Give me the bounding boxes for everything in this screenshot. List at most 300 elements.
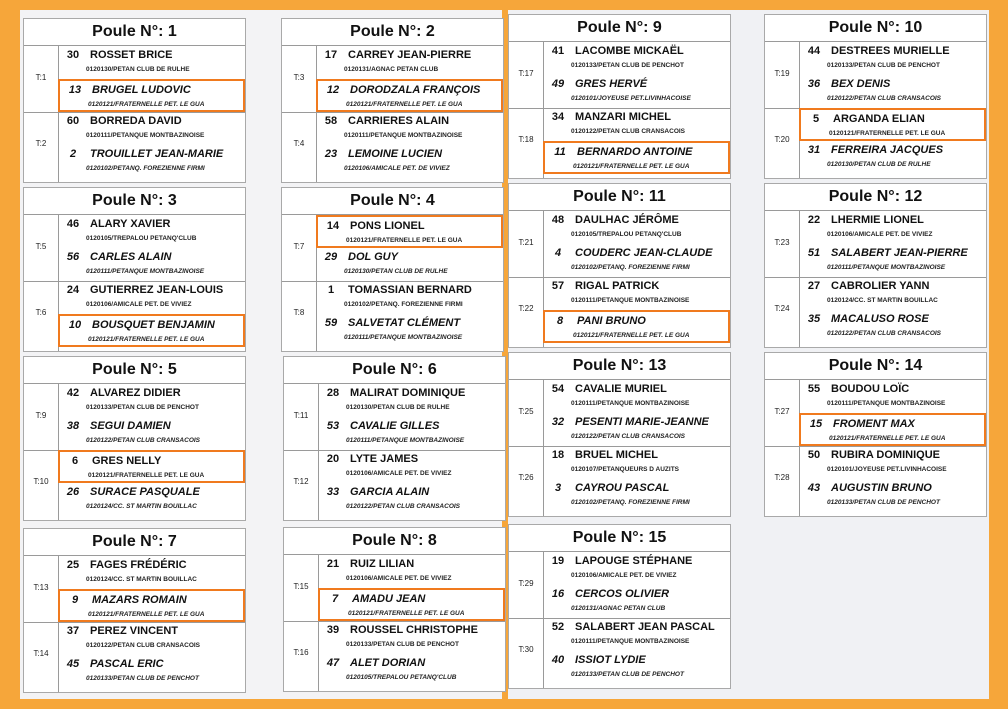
player-name: ARGANDA ELIAN (833, 113, 925, 125)
player-name: CERCOS OLIVIER (575, 588, 670, 600)
player-name: RUIZ LILIAN (350, 558, 415, 570)
player-club: 0120121/FRATERNELLE PET. LE GUA (573, 163, 690, 170)
player-number: 15 (809, 418, 823, 430)
poule-table (509, 551, 730, 688)
table-column (509, 211, 544, 347)
player-number: 6 (71, 455, 79, 467)
player-number: 46 (66, 218, 80, 230)
poule-title: Poule N°: 15 (572, 529, 667, 546)
player-row (316, 248, 503, 281)
player-row (316, 314, 503, 347)
player-number: 27 (807, 280, 821, 292)
player-row (799, 42, 986, 75)
table-column (24, 384, 59, 520)
player-name: DAULHAC JÉRÔME (575, 214, 679, 226)
poule-table (509, 41, 730, 178)
table-number: T:19 (774, 69, 790, 78)
player-name: GRES NELLY (92, 455, 162, 467)
player-row (316, 281, 503, 314)
player-club: 0120105/TREPALOU PETANQ'CLUB (571, 231, 682, 238)
player-row (543, 585, 730, 618)
player-club: 0120133/PETAN CLUB DE PENCHOT (86, 404, 199, 411)
poule-table (765, 210, 986, 347)
table-number: T:11 (293, 411, 309, 420)
player-name: CAVALIE GILLES (350, 420, 440, 432)
player-row (799, 380, 986, 413)
player-row-highlighted (543, 141, 730, 174)
player-club: 0120111/PETANQUE MONTBAZINOISE (346, 437, 465, 444)
player-name: ALET DORIAN (350, 657, 426, 669)
poule-title: Poule N°: 7 (92, 533, 177, 550)
player-number: 36 (807, 78, 821, 90)
player-club: 0120101/JOYEUSE PET.LIVINHACOISE (571, 95, 691, 102)
player-name: CARREY JEAN-PIERRE (348, 49, 472, 61)
player-name: LACOMBE MICKAËL (575, 45, 684, 57)
player-club: 0120107/PETANQUEURS D AUZITS (571, 466, 680, 473)
player-number: 55 (807, 383, 821, 395)
player-row (543, 75, 730, 108)
player-name: PEREZ VINCENT (90, 625, 179, 637)
player-row-highlighted (58, 314, 245, 347)
table-number: T:22 (518, 304, 534, 313)
player-name: PASCAL ERIC (90, 658, 164, 670)
player-row-highlighted (799, 108, 986, 141)
player-club: 0120121/FRATERNELLE PET. LE GUA (88, 336, 205, 343)
player-name: DESTREES MURIELLE (831, 45, 950, 57)
table-number: T:24 (774, 304, 790, 313)
player-name: DOL GUY (348, 251, 398, 263)
player-row (543, 244, 730, 277)
player-row (58, 248, 245, 281)
table-number: T:3 (293, 73, 305, 82)
player-club: 0120130/PETAN CLUB DE RULHE (344, 268, 448, 275)
poule-card (764, 14, 987, 179)
player-name: SALABERT JEAN PASCAL (575, 621, 715, 633)
player-club: 0120121/FRATERNELLE PET. LE GUA (346, 237, 463, 244)
player-club: 0120121/FRATERNELLE PET. LE GUA (88, 611, 205, 618)
player-club: 0120106/AMICALE PET. DE VIVIEZ (346, 575, 452, 582)
player-row (543, 277, 730, 310)
table-column (509, 380, 544, 516)
player-number: 60 (66, 115, 80, 127)
table-column (24, 556, 59, 692)
player-row (58, 46, 245, 79)
player-number: 21 (326, 558, 340, 570)
player-name: MACALUSO ROSE (831, 313, 929, 325)
table-number: T:27 (774, 407, 790, 416)
player-row (58, 556, 245, 589)
table-number: T:8 (293, 308, 305, 317)
poule-title: Poule N°: 4 (350, 192, 435, 209)
player-club: 0120130/PETAN CLUB DE RULHE (86, 66, 190, 73)
player-row (543, 479, 730, 512)
poule-title: Poule N°: 3 (92, 192, 177, 209)
player-row (58, 281, 245, 314)
player-club: 0120122/PETAN CLUB CRANSACOIS (86, 642, 201, 649)
player-club: 0120111/PETANQUE MONTBAZINOISE (827, 264, 946, 271)
player-name: LYTE JAMES (350, 453, 419, 465)
poule-card (508, 14, 731, 179)
player-row (318, 384, 505, 417)
player-number: 44 (807, 45, 821, 57)
player-row (799, 75, 986, 108)
player-name: DORODZALA FRANÇOIS (350, 84, 481, 96)
poule-table (509, 210, 730, 347)
poule-table (24, 383, 245, 520)
player-name: SEGUI DAMIEN (90, 420, 171, 432)
player-name: ROUSSEL CHRISTOPHE (350, 624, 478, 636)
player-number: 51 (807, 247, 821, 259)
player-number: 29 (324, 251, 338, 263)
poule-title: Poule N°: 14 (828, 357, 923, 374)
table-number: T:29 (518, 579, 534, 588)
player-name: SALABERT JEAN-PIERRE (831, 247, 968, 259)
player-name: CABROLIER YANN (831, 280, 930, 292)
player-row (799, 446, 986, 479)
poule-table (282, 214, 503, 351)
poule-card (23, 528, 246, 693)
player-number: 42 (66, 387, 80, 399)
player-number: 58 (324, 115, 338, 127)
player-name: BOUSQUET BENJAMIN (92, 319, 215, 331)
player-number: 52 (551, 621, 565, 633)
player-club: 0120105/TREPALOU PETANQ'CLUB (86, 235, 197, 242)
player-row (799, 244, 986, 277)
player-number: 22 (807, 214, 821, 226)
player-number: 4 (554, 247, 562, 259)
player-row (318, 417, 505, 450)
player-row (316, 145, 503, 178)
poule-table (24, 555, 245, 692)
poule-table (282, 45, 503, 182)
player-club: 0120133/PETAN CLUB DE PENCHOT (827, 499, 940, 506)
player-number: 41 (551, 45, 565, 57)
player-number: 13 (68, 84, 82, 96)
poule-card (281, 18, 504, 183)
player-club: 0120102/PETANQ. FOREZIENNE FIRMI (571, 264, 690, 271)
table-column (509, 552, 544, 688)
player-number: 10 (68, 319, 82, 331)
player-number: 43 (807, 482, 821, 494)
table-number: T:7 (293, 242, 305, 251)
player-club: 0120133/PETAN CLUB DE PENCHOT (571, 671, 684, 678)
player-name: BRUEL MICHEL (575, 449, 658, 461)
player-number: 5 (812, 113, 820, 125)
player-name: CAYROU PASCAL (575, 482, 670, 494)
player-row (799, 479, 986, 512)
player-number: 47 (326, 657, 340, 669)
player-number: 18 (551, 449, 565, 461)
player-club: 0120106/AMICALE PET. DE VIVIEZ (571, 572, 677, 579)
player-row (318, 654, 505, 687)
player-row-highlighted (58, 589, 245, 622)
player-number: 20 (326, 453, 340, 465)
table-number: T:17 (518, 69, 534, 78)
player-name: AUGUSTIN BRUNO (831, 482, 932, 494)
player-row (58, 112, 245, 145)
player-number: 17 (324, 49, 338, 61)
player-name: BOUDOU LOÏC (831, 383, 910, 395)
poule-table (24, 214, 245, 351)
player-club: 0120130/PETAN CLUB DE RULHE (346, 404, 450, 411)
player-number: 33 (326, 486, 340, 498)
player-row-highlighted (58, 450, 245, 483)
table-number: T:30 (518, 645, 534, 654)
player-club: 0120105/TREPALOU PETANQ'CLUB (346, 674, 457, 681)
table-number: T:6 (35, 308, 47, 317)
player-club: 0120133/PETAN CLUB DE PENCHOT (571, 62, 684, 69)
player-row (799, 277, 986, 310)
player-name: TOMASSIAN BERNARD (348, 284, 472, 296)
player-row-highlighted (316, 79, 503, 112)
player-club: 0120111/PETANQUE MONTBAZINOISE (827, 400, 946, 407)
player-row (543, 211, 730, 244)
poule-title: Poule N°: 10 (828, 19, 923, 36)
player-club: 0120133/PETAN CLUB DE PENCHOT (827, 62, 940, 69)
player-number: 1 (327, 284, 335, 296)
poule-card (508, 524, 731, 689)
poule-card (764, 183, 987, 348)
player-number: 38 (66, 420, 80, 432)
player-club: 0120121/FRATERNELLE PET. LE GUA (88, 101, 205, 108)
player-number: 25 (66, 559, 80, 571)
poule-title: Poule N°: 8 (352, 532, 437, 549)
player-number: 59 (324, 317, 338, 329)
poule-title: Poule N°: 6 (352, 361, 437, 378)
player-number: 14 (326, 220, 340, 232)
player-number: 39 (326, 624, 340, 636)
player-club: 0120130/PETAN CLUB DE RULHE (827, 161, 931, 168)
player-club: 0120121/FRATERNELLE PET. LE GUA (346, 101, 463, 108)
player-club: 0120131/AGNAC PETAN CLUB (344, 66, 439, 73)
player-name: LEMOINE LUCIEN (348, 148, 443, 160)
player-club: 0120102/PETANQ. FOREZIENNE FIRMI (86, 165, 205, 172)
table-number: T:5 (35, 242, 47, 251)
table-number: T:18 (518, 135, 534, 144)
player-club: 0120111/PETANQUE MONTBAZINOISE (86, 132, 205, 139)
player-row (58, 215, 245, 248)
player-name: CARLES ALAIN (90, 251, 172, 263)
player-club: 0120131/AGNAC PETAN CLUB (571, 605, 666, 612)
player-name: RIGAL PATRICK (575, 280, 660, 292)
player-name: PANI BRUNO (577, 315, 646, 327)
player-row-highlighted (799, 413, 986, 446)
player-club: 0120111/PETANQUE MONTBAZINOISE (571, 638, 690, 645)
poule-card (23, 18, 246, 183)
player-number: 48 (551, 214, 565, 226)
player-row (58, 483, 245, 516)
player-number: 3 (554, 482, 562, 494)
table-column (24, 215, 59, 351)
player-number: 9 (71, 594, 79, 606)
player-number: 45 (66, 658, 80, 670)
player-club: 0120121/FRATERNELLE PET. LE GUA (573, 332, 690, 339)
player-row (318, 450, 505, 483)
player-row (58, 417, 245, 450)
poule-card (23, 356, 246, 521)
player-club: 0120122/PETAN CLUB CRANSACOIS (827, 330, 942, 337)
player-name: MANZARI MICHEL (575, 111, 671, 123)
table-number: T:9 (35, 411, 47, 420)
player-club: 0120101/JOYEUSE PET.LIVINHACOISE (827, 466, 947, 473)
player-number: 8 (556, 315, 564, 327)
table-number: T:2 (35, 139, 47, 148)
player-number: 34 (551, 111, 565, 123)
player-name: PESENTI MARIE-JEANNE (575, 416, 709, 428)
player-name: ISSIOT LYDIE (575, 654, 646, 666)
player-number: 23 (324, 148, 338, 160)
table-number: T:13 (33, 583, 49, 592)
poule-card (764, 352, 987, 517)
table-column (284, 555, 319, 691)
player-row (543, 42, 730, 75)
player-number: 54 (551, 383, 565, 395)
player-club: 0120111/PETANQUE MONTBAZINOISE (344, 334, 463, 341)
player-name: MAZARS ROMAIN (92, 594, 187, 606)
table-number: T:1 (35, 73, 47, 82)
player-row (543, 552, 730, 585)
player-row (543, 651, 730, 684)
player-name: BRUGEL LUDOVIC (92, 84, 191, 96)
player-row (543, 380, 730, 413)
player-row (799, 310, 986, 343)
player-club: 0120122/PETAN CLUB CRANSACOIS (571, 128, 686, 135)
poule-table (24, 45, 245, 182)
poule-title: Poule N°: 13 (572, 357, 667, 374)
player-number: 24 (66, 284, 80, 296)
player-number: 37 (66, 625, 80, 637)
player-number: 56 (66, 251, 80, 263)
player-number: 28 (326, 387, 340, 399)
player-club: 0120124/CC. ST MARTIN BOUILLAC (827, 297, 938, 304)
player-number: 57 (551, 280, 565, 292)
player-number: 16 (551, 588, 565, 600)
poule-table (509, 379, 730, 516)
player-name: ALARY XAVIER (90, 218, 171, 230)
player-club: 0120111/PETANQUE MONTBAZINOISE (571, 400, 690, 407)
poule-card (283, 527, 506, 692)
player-number: 50 (807, 449, 821, 461)
player-club: 0120111/PETANQUE MONTBAZINOISE (571, 297, 690, 304)
player-club: 0120106/AMICALE PET. DE VIVIEZ (827, 231, 933, 238)
player-name: GRES HERVÉ (575, 78, 648, 90)
player-name: PONS LIONEL (350, 220, 425, 232)
player-club: 0120124/CC. ST MARTIN BOUILLAC (86, 576, 197, 583)
player-row-highlighted (316, 215, 503, 248)
poule-table (284, 383, 505, 520)
player-number: 49 (551, 78, 565, 90)
player-number: 26 (66, 486, 80, 498)
table-number: T:25 (518, 407, 534, 416)
player-name: ROSSET BRICE (90, 49, 173, 61)
player-row (58, 655, 245, 688)
poule-card (23, 187, 246, 352)
player-row-highlighted (543, 310, 730, 343)
player-row (543, 618, 730, 651)
poule-table (284, 554, 505, 691)
player-number: 30 (66, 49, 80, 61)
poule-title: Poule N°: 1 (92, 23, 177, 40)
table-number: T:4 (293, 139, 305, 148)
poule-card (508, 183, 731, 348)
player-club: 0120106/AMICALE PET. DE VIVIEZ (344, 165, 450, 172)
player-number: 31 (807, 144, 821, 156)
poule-card (508, 352, 731, 517)
player-row (543, 446, 730, 479)
table-number: T:16 (293, 648, 309, 657)
player-name: BERNARDO ANTOINE (577, 146, 693, 158)
player-number: 11 (554, 146, 566, 158)
poule-title: Poule N°: 9 (577, 19, 662, 36)
player-club: 0120122/PETAN CLUB CRANSACOIS (571, 433, 686, 440)
player-name: SALVETAT CLÉMENT (348, 317, 461, 329)
player-row (799, 211, 986, 244)
table-number: T:26 (518, 473, 534, 482)
table-column (282, 215, 317, 351)
player-row (318, 483, 505, 516)
player-number: 19 (551, 555, 565, 567)
poule-card (281, 187, 504, 352)
player-name: COUDERC JEAN-CLAUDE (575, 247, 713, 259)
player-club: 0120133/PETAN CLUB DE PENCHOT (86, 675, 199, 682)
poule-title: Poule N°: 12 (828, 188, 923, 205)
player-row (58, 622, 245, 655)
player-club: 0120102/PETANQ. FOREZIENNE FIRMI (344, 301, 463, 308)
table-column (284, 384, 319, 520)
player-club: 0120111/PETANQUE MONTBAZINOISE (344, 132, 463, 139)
table-number: T:14 (33, 649, 49, 658)
player-club: 0120122/PETAN CLUB CRANSACOIS (827, 95, 942, 102)
player-number: 2 (69, 148, 77, 160)
player-name: AMADU JEAN (352, 593, 426, 605)
player-name: LAPOUGE STÉPHANE (575, 555, 693, 567)
player-club: 0120121/FRATERNELLE PET. LE GUA (348, 610, 465, 617)
player-row (316, 112, 503, 145)
table-number: T:12 (293, 477, 309, 486)
player-name: BORREDA DAVID (90, 115, 182, 127)
player-name: FERREIRA JACQUES (831, 144, 944, 156)
poule-table (765, 379, 986, 516)
player-name: GARCIA ALAIN (350, 486, 430, 498)
player-club: 0120121/FRATERNELLE PET. LE GUA (829, 435, 946, 442)
player-row (58, 384, 245, 417)
player-club: 0120121/FRATERNELLE PET. LE GUA (88, 472, 205, 479)
poule-card (283, 356, 506, 521)
player-name: LHERMIE LIONEL (831, 214, 924, 226)
player-name: TROUILLET JEAN-MARIE (90, 148, 224, 160)
table-number: T:10 (33, 477, 49, 486)
player-row (318, 555, 505, 588)
player-name: GUTIERREZ JEAN-LOUIS (90, 284, 224, 296)
table-number: T:20 (774, 135, 790, 144)
table-column (765, 211, 800, 347)
table-column (509, 42, 544, 178)
table-column (765, 42, 800, 178)
player-club: 0120122/PETAN CLUB CRANSACOIS (86, 437, 201, 444)
player-row (799, 141, 986, 174)
player-name: FAGES FRÉDÉRIC (90, 559, 187, 571)
player-club: 0120124/CC. ST MARTIN BOUILLAC (86, 503, 197, 510)
table-column (282, 46, 317, 182)
player-name: CAVALIE MURIEL (575, 383, 667, 395)
poule-title: Poule N°: 11 (573, 188, 666, 205)
player-number: 53 (326, 420, 340, 432)
player-club: 0120111/PETANQUE MONTBAZINOISE (86, 268, 205, 275)
player-row-highlighted (318, 588, 505, 621)
player-club: 0120122/PETAN CLUB CRANSACOIS (346, 503, 461, 510)
player-number: 35 (807, 313, 821, 325)
player-club: 0120106/AMICALE PET. DE VIVIEZ (86, 301, 192, 308)
